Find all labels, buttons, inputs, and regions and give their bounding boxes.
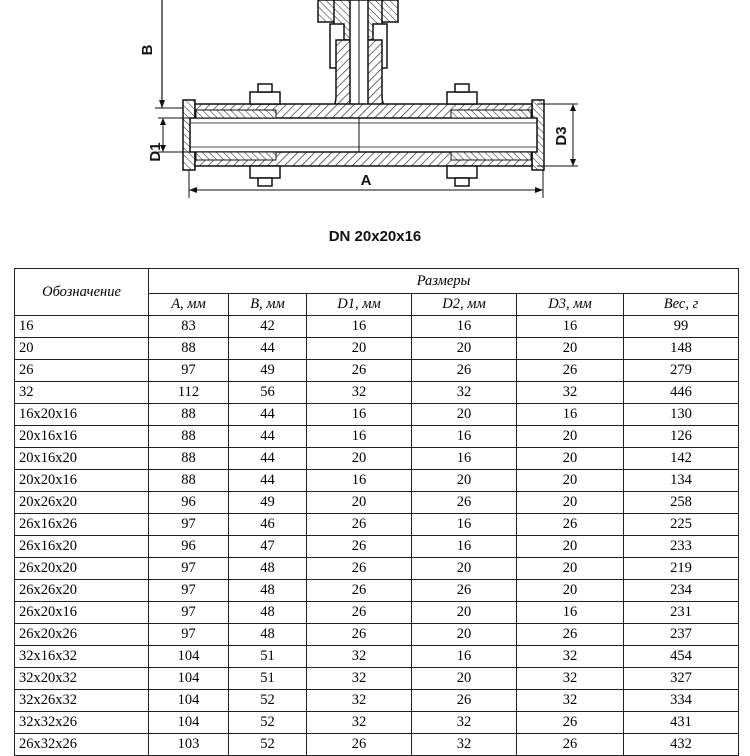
table-row bbox=[15, 536, 739, 558]
column-header: D2, мм bbox=[412, 294, 517, 316]
value-cell: 20 bbox=[517, 492, 624, 514]
value-cell: 88 bbox=[149, 426, 229, 448]
value-cell: 334 bbox=[624, 690, 739, 712]
value-cell: 20 bbox=[412, 668, 517, 690]
value-cell: 32 bbox=[307, 712, 412, 734]
designation-cell: 20x16x16 bbox=[15, 426, 149, 448]
value-cell: 44 bbox=[229, 448, 307, 470]
value-cell: 327 bbox=[624, 668, 739, 690]
value-cell: 225 bbox=[624, 514, 739, 536]
value-cell: 26 bbox=[517, 624, 624, 646]
value-cell: 134 bbox=[624, 470, 739, 492]
designation-cell: 26x16x20 bbox=[15, 536, 149, 558]
table-row bbox=[15, 558, 739, 580]
value-cell: 51 bbox=[229, 646, 307, 668]
designation-header: Обозначение bbox=[15, 269, 149, 316]
value-cell: 52 bbox=[229, 690, 307, 712]
value-cell: 20 bbox=[412, 338, 517, 360]
value-cell: 454 bbox=[624, 646, 739, 668]
value-cell: 32 bbox=[517, 690, 624, 712]
value-cell: 26 bbox=[517, 712, 624, 734]
value-cell: 97 bbox=[149, 624, 229, 646]
dimension-d1-label: D1 bbox=[147, 142, 164, 162]
value-cell: 16 bbox=[307, 426, 412, 448]
table-row bbox=[15, 690, 739, 712]
value-cell: 26 bbox=[412, 492, 517, 514]
value-cell: 48 bbox=[229, 558, 307, 580]
value-cell: 32 bbox=[517, 668, 624, 690]
value-cell: 16 bbox=[307, 470, 412, 492]
value-cell: 42 bbox=[229, 316, 307, 338]
value-cell: 51 bbox=[229, 668, 307, 690]
value-cell: 88 bbox=[149, 404, 229, 426]
column-header: D3, мм bbox=[517, 294, 624, 316]
value-cell: 104 bbox=[149, 712, 229, 734]
value-cell: 88 bbox=[149, 338, 229, 360]
value-cell: 44 bbox=[229, 404, 307, 426]
value-cell: 44 bbox=[229, 426, 307, 448]
designation-cell: 26x16x26 bbox=[15, 514, 149, 536]
designation-cell: 26x20x26 bbox=[15, 624, 149, 646]
column-header: D1, мм bbox=[307, 294, 412, 316]
value-cell: 97 bbox=[149, 360, 229, 382]
value-cell: 20 bbox=[517, 448, 624, 470]
value-cell: 26 bbox=[307, 624, 412, 646]
table-row bbox=[15, 404, 739, 426]
value-cell: 44 bbox=[229, 470, 307, 492]
value-cell: 49 bbox=[229, 492, 307, 514]
dimension-d3-label: D3 bbox=[553, 126, 570, 146]
designation-cell: 26x32x26 bbox=[15, 734, 149, 756]
value-cell: 16 bbox=[412, 514, 517, 536]
value-cell: 16 bbox=[412, 316, 517, 338]
value-cell: 48 bbox=[229, 580, 307, 602]
value-cell: 16 bbox=[412, 536, 517, 558]
value-cell: 16 bbox=[412, 426, 517, 448]
table-row bbox=[15, 470, 739, 492]
designation-cell: 20x16x20 bbox=[15, 448, 149, 470]
designation-cell: 32x20x32 bbox=[15, 668, 149, 690]
value-cell: 52 bbox=[229, 712, 307, 734]
value-cell: 142 bbox=[624, 448, 739, 470]
designation-cell: 20x20x16 bbox=[15, 470, 149, 492]
value-cell: 104 bbox=[149, 668, 229, 690]
value-cell: 112 bbox=[149, 382, 229, 404]
value-cell: 446 bbox=[624, 382, 739, 404]
column-header: B, мм bbox=[229, 294, 307, 316]
value-cell: 16 bbox=[412, 448, 517, 470]
value-cell: 20 bbox=[517, 426, 624, 448]
value-cell: 32 bbox=[412, 734, 517, 756]
value-cell: 47 bbox=[229, 536, 307, 558]
dimensions-group-header: Размеры bbox=[149, 269, 739, 294]
value-cell: 49 bbox=[229, 360, 307, 382]
value-cell: 44 bbox=[229, 338, 307, 360]
value-cell: 96 bbox=[149, 492, 229, 514]
value-cell: 432 bbox=[624, 734, 739, 756]
value-cell: 97 bbox=[149, 514, 229, 536]
value-cell: 32 bbox=[517, 382, 624, 404]
value-cell: 20 bbox=[412, 404, 517, 426]
dimensions-table bbox=[14, 268, 739, 756]
value-cell: 16 bbox=[307, 404, 412, 426]
value-cell: 231 bbox=[624, 602, 739, 624]
value-cell: 97 bbox=[149, 602, 229, 624]
value-cell: 431 bbox=[624, 712, 739, 734]
value-cell: 104 bbox=[149, 646, 229, 668]
designation-cell: 26 bbox=[15, 360, 149, 382]
value-cell: 26 bbox=[517, 360, 624, 382]
table-row bbox=[15, 646, 739, 668]
value-cell: 16 bbox=[517, 602, 624, 624]
value-cell: 20 bbox=[517, 470, 624, 492]
value-cell: 32 bbox=[307, 690, 412, 712]
table-row bbox=[15, 624, 739, 646]
tee-fitting-svg bbox=[0, 0, 750, 215]
value-cell: 32 bbox=[307, 668, 412, 690]
designation-cell: 32 bbox=[15, 382, 149, 404]
value-cell: 16 bbox=[517, 404, 624, 426]
value-cell: 103 bbox=[149, 734, 229, 756]
value-cell: 126 bbox=[624, 426, 739, 448]
value-cell: 233 bbox=[624, 536, 739, 558]
table-row bbox=[15, 382, 739, 404]
value-cell: 130 bbox=[624, 404, 739, 426]
value-cell: 97 bbox=[149, 580, 229, 602]
value-cell: 16 bbox=[517, 316, 624, 338]
value-cell: 16 bbox=[307, 316, 412, 338]
table-row bbox=[15, 316, 739, 338]
value-cell: 16 bbox=[412, 646, 517, 668]
value-cell: 20 bbox=[412, 558, 517, 580]
value-cell: 26 bbox=[517, 734, 624, 756]
designation-cell: 32x16x32 bbox=[15, 646, 149, 668]
designation-cell: 32x32x26 bbox=[15, 712, 149, 734]
column-header: Вес, г bbox=[624, 294, 739, 316]
designation-cell: 16x20x16 bbox=[15, 404, 149, 426]
value-cell: 26 bbox=[307, 536, 412, 558]
value-cell: 20 bbox=[517, 338, 624, 360]
table-row bbox=[15, 712, 739, 734]
value-cell: 26 bbox=[307, 580, 412, 602]
column-header: A, мм bbox=[149, 294, 229, 316]
table-row bbox=[15, 668, 739, 690]
table-row bbox=[15, 580, 739, 602]
table-row bbox=[15, 448, 739, 470]
value-cell: 279 bbox=[624, 360, 739, 382]
value-cell: 56 bbox=[229, 382, 307, 404]
designation-cell: 20 bbox=[15, 338, 149, 360]
value-cell: 32 bbox=[307, 382, 412, 404]
value-cell: 97 bbox=[149, 558, 229, 580]
value-cell: 83 bbox=[149, 316, 229, 338]
value-cell: 26 bbox=[412, 580, 517, 602]
value-cell: 104 bbox=[149, 690, 229, 712]
tee-fitting-drawing bbox=[0, 0, 750, 215]
value-cell: 219 bbox=[624, 558, 739, 580]
value-cell: 32 bbox=[307, 646, 412, 668]
value-cell: 32 bbox=[517, 646, 624, 668]
table-row bbox=[15, 514, 739, 536]
value-cell: 99 bbox=[624, 316, 739, 338]
table-body bbox=[15, 316, 739, 756]
value-cell: 20 bbox=[412, 602, 517, 624]
value-cell: 20 bbox=[307, 492, 412, 514]
value-cell: 32 bbox=[412, 382, 517, 404]
value-cell: 26 bbox=[307, 514, 412, 536]
table-row bbox=[15, 734, 739, 756]
dimension-a bbox=[189, 170, 543, 198]
value-cell: 26 bbox=[307, 360, 412, 382]
value-cell: 20 bbox=[307, 338, 412, 360]
value-cell: 234 bbox=[624, 580, 739, 602]
value-cell: 26 bbox=[517, 514, 624, 536]
value-cell: 20 bbox=[307, 448, 412, 470]
value-cell: 48 bbox=[229, 624, 307, 646]
value-cell: 26 bbox=[307, 602, 412, 624]
value-cell: 258 bbox=[624, 492, 739, 514]
designation-cell: 26x20x20 bbox=[15, 558, 149, 580]
value-cell: 88 bbox=[149, 470, 229, 492]
designation-cell: 26x26x20 bbox=[15, 580, 149, 602]
value-cell: 52 bbox=[229, 734, 307, 756]
value-cell: 237 bbox=[624, 624, 739, 646]
designation-cell: 32x26x32 bbox=[15, 690, 149, 712]
designation-cell: 16 bbox=[15, 316, 149, 338]
table-row bbox=[15, 602, 739, 624]
value-cell: 26 bbox=[307, 558, 412, 580]
value-cell: 48 bbox=[229, 602, 307, 624]
value-cell: 96 bbox=[149, 536, 229, 558]
value-cell: 26 bbox=[412, 690, 517, 712]
designation-cell: 20x26x20 bbox=[15, 492, 149, 514]
value-cell: 148 bbox=[624, 338, 739, 360]
value-cell: 20 bbox=[517, 580, 624, 602]
value-cell: 20 bbox=[517, 536, 624, 558]
value-cell: 26 bbox=[307, 734, 412, 756]
value-cell: 46 bbox=[229, 514, 307, 536]
value-cell: 32 bbox=[412, 712, 517, 734]
designation-cell: 26x20x16 bbox=[15, 602, 149, 624]
dimension-b-label: B bbox=[139, 44, 156, 56]
drawing-caption: DN 20x20x16 bbox=[328, 228, 422, 245]
value-cell: 20 bbox=[517, 558, 624, 580]
value-cell: 20 bbox=[412, 624, 517, 646]
value-cell: 88 bbox=[149, 448, 229, 470]
dimension-a-label: A bbox=[360, 172, 372, 189]
table-row bbox=[15, 492, 739, 514]
value-cell: 20 bbox=[412, 470, 517, 492]
table-row bbox=[15, 426, 739, 448]
table-row bbox=[15, 338, 739, 360]
table-row bbox=[15, 360, 739, 382]
value-cell: 26 bbox=[412, 360, 517, 382]
